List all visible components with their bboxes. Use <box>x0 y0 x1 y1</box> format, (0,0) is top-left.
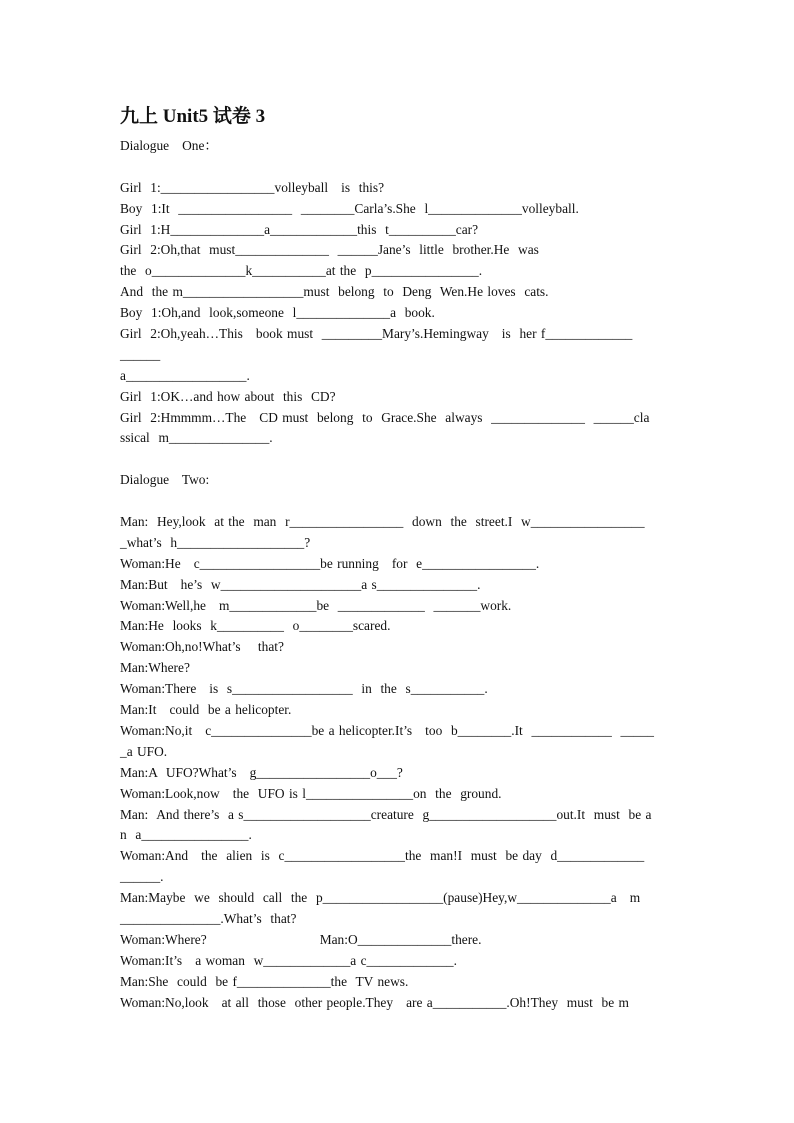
text-line: Man:Maybe we should call the p__________________(pause)Hey,w______________a m <box>120 890 641 906</box>
text-line: Woman:Look,now the UFO is l________________on the ground. <box>120 785 502 801</box>
text-line: Girl 2:Oh,yeah…This book must _________Mary’s.Hemingway is her f_____________ <box>120 326 633 342</box>
text-line: Woman:He c__________________be running for e_________________. <box>120 555 540 571</box>
page-title: 九上 Unit5 试卷 3 <box>120 106 266 127</box>
text-line: _what’s h___________________? <box>120 534 311 550</box>
blank-line <box>120 157 676 178</box>
text-line: Girl 1:OK…and how about this CD? <box>120 388 336 404</box>
text-line: Man:A UFO?What’s g_________________o___? <box>120 764 403 780</box>
text-line: _a UFO. <box>120 743 168 759</box>
text-line: Woman:There is s__________________ in the s___________. <box>120 681 488 697</box>
text-line: Woman:And the alien is c__________________the man!I must be day d_____________ <box>120 848 645 864</box>
text-line: Girl 1:H______________a_____________this t__________car? <box>120 221 479 237</box>
text-line: Dialogue One： <box>120 138 218 153</box>
text-line: Woman:No,it c_______________be a helicopter.It’s too b________.It ____________ _____ <box>120 722 654 738</box>
text-line: Man: Hey,look at the man r_________________ down the street.I w_________________ <box>120 514 645 530</box>
text-line: ______ <box>120 346 161 362</box>
dialogue-body <box>120 136 676 1013</box>
text-line: Woman:No,look at all those other people.They are a___________.Oh!They must be m <box>120 994 629 1010</box>
document-page <box>120 104 676 1013</box>
text-line: Man:But he’s w_____________________a s_______________. <box>120 576 481 592</box>
text-line: ______. <box>120 869 164 885</box>
text-line: Man:He looks k__________ o________scared. <box>120 618 391 634</box>
text-line: Girl 2:Hmmmm…The CD must belong to Grace.She always ______________ ______cla <box>120 409 650 425</box>
text-line: Woman:Where? Man:O______________there. <box>120 931 482 947</box>
text-line: a__________________. <box>120 367 250 383</box>
text-line: Woman:Oh,no!What’s that? <box>120 639 284 655</box>
text-line: Girl 2:Oh,that must______________ ______Jane’s little brother.He was <box>120 242 539 258</box>
text-line: Woman:Well,he m_____________be _____________ _______work. <box>120 597 512 613</box>
text-line: And the m__________________must belong to Deng Wen.He loves cats. <box>120 284 549 300</box>
text-line: _______________.What’s that? <box>120 910 297 926</box>
text-line: Man:Where? <box>120 660 190 676</box>
text-line: n a________________. <box>120 827 252 843</box>
blank-line <box>120 449 676 470</box>
text-line: ssical m_______________. <box>120 430 273 446</box>
text-line: Man:She could be f______________the TV news. <box>120 973 409 989</box>
text-line: Boy 1:It _________________ ________Carla’s.She l______________volleyball. <box>120 200 579 216</box>
text-line: Man:It could be a helicopter. <box>120 702 292 718</box>
blank-line <box>120 491 676 512</box>
text-line: Boy 1:Oh,and look,someone l______________a book. <box>120 305 435 321</box>
text-line: Man: And there’s a s___________________creature g___________________out.It must be a <box>120 806 652 822</box>
text-line: Dialogue Two: <box>120 472 210 488</box>
text-line: the o______________k___________at the p________________. <box>120 263 483 279</box>
text-line: Girl 1:_________________volleyball is this? <box>120 179 385 195</box>
text-line: Woman:It’s a woman w_____________a c_____________. <box>120 952 457 968</box>
